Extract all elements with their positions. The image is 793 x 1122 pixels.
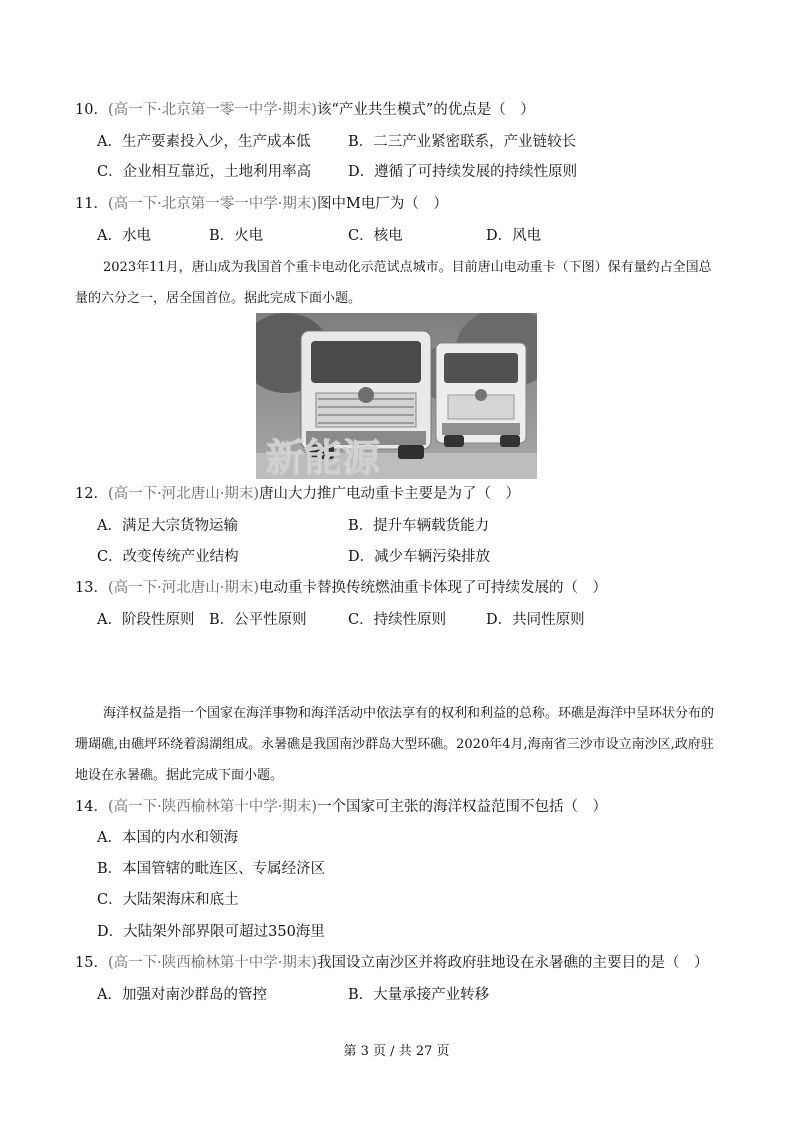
photo-watermark: 新能源	[266, 436, 381, 479]
option-b[interactable]: B．公平性原则	[209, 612, 307, 628]
option-a[interactable]: A．加强对南沙群岛的管控	[97, 987, 267, 1003]
reading-passage-1: 2023年11月，唐山成为我国首个重卡电动化示范试点城市。目前唐山电动重卡（下图）保有量约占全国总量的六分之一，居全国首位。据此完成下面小题。	[75, 260, 712, 306]
question-15-stem: 15．(高一下·陕西榆林第十中学·期末)我国设立南沙区并将政府驻地设在永暑礁的主要目的是（ ）	[75, 955, 709, 971]
option-d[interactable]: D．减少车辆污染排放	[348, 549, 491, 565]
option-b[interactable]: B．本国管辖的毗连区、专属经济区	[97, 861, 326, 877]
page-number-footer: 第 3 页 / 共 27 页	[343, 1044, 450, 1059]
question-14-stem: 14．(高一下·陕西榆林第十中学·期末)一个国家可主张的海洋权益范围不包括（ ）	[75, 799, 607, 815]
option-d[interactable]: D．大陆架外部界限可超过350海里	[97, 924, 325, 940]
question-source: (高一下·陕西榆林第十中学·期末)	[107, 799, 317, 815]
option-c[interactable]: C．大陆架海床和底土	[97, 892, 239, 908]
question-source: (高一下·北京第一零一中学·期末)	[107, 102, 317, 118]
option-a[interactable]: A．本国的内水和领海	[97, 830, 238, 846]
option-b[interactable]: B．火电	[209, 228, 264, 244]
question-source: (高一下·北京第一零一中学·期末)	[107, 196, 317, 212]
option-c[interactable]: C．企业相互靠近，土地利用率高	[97, 164, 312, 180]
option-c[interactable]: C．改变传统产业结构	[97, 549, 239, 565]
reading-passage-2: 海洋权益是指一个国家在海洋事物和海洋活动中依法享有的权利和利益的总称。环礁是海洋中呈环状分布的珊瑚礁,由礁坪环绕着潟湖组成。永暑礁是我国南沙群岛大型环礁。2020年4月,海南省三沙市设立南沙区,政府驻地设在永暑礁。据此完成下面小题。	[75, 706, 715, 783]
question-source: (高一下·陕西榆林第十中学·期末)	[107, 955, 317, 971]
option-a[interactable]: A．阶段性原则	[97, 612, 195, 628]
option-d[interactable]: D．共同性原则	[486, 612, 585, 628]
option-d[interactable]: D．遵循了可持续发展的持续性原则	[348, 164, 578, 180]
truck-photo-icon	[256, 313, 537, 479]
option-b[interactable]: B．提升车辆载货能力	[348, 518, 490, 534]
question-12-stem: 12．(高一下·河北唐山·期末)唐山大力推广电动重卡主要是为了（ ）	[75, 486, 520, 502]
question-13-stem: 13．(高一下·河北唐山·期末)电动重卡替换传统燃油重卡体现了可持续发展的（ ）	[75, 580, 607, 596]
option-c[interactable]: C．核电	[348, 228, 403, 244]
electric-truck-photo	[256, 313, 537, 479]
option-a[interactable]: A．水电	[97, 228, 151, 244]
option-a[interactable]: A．生产要素投入少，生产成本低	[97, 134, 311, 150]
option-d[interactable]: D．风电	[486, 228, 542, 244]
option-b[interactable]: B．大量承接产业转移	[348, 987, 490, 1003]
question-source: (高一下·河北唐山·期末)	[107, 580, 259, 596]
option-a[interactable]: A．满足大宗货物运输	[97, 518, 238, 534]
option-c[interactable]: C．持续性原则	[348, 612, 447, 628]
question-11-stem: 11．(高一下·北京第一零一中学·期末)图中M电厂为（ ）	[75, 196, 448, 212]
option-b[interactable]: B．二三产业紧密联系，产业链较长	[348, 134, 577, 150]
question-source: (高一下·河北唐山·期末)	[107, 486, 259, 502]
question-10-stem: 10．(高一下·北京第一零一中学·期末)该“产业共生模式”的优点是（ ）	[75, 102, 535, 118]
